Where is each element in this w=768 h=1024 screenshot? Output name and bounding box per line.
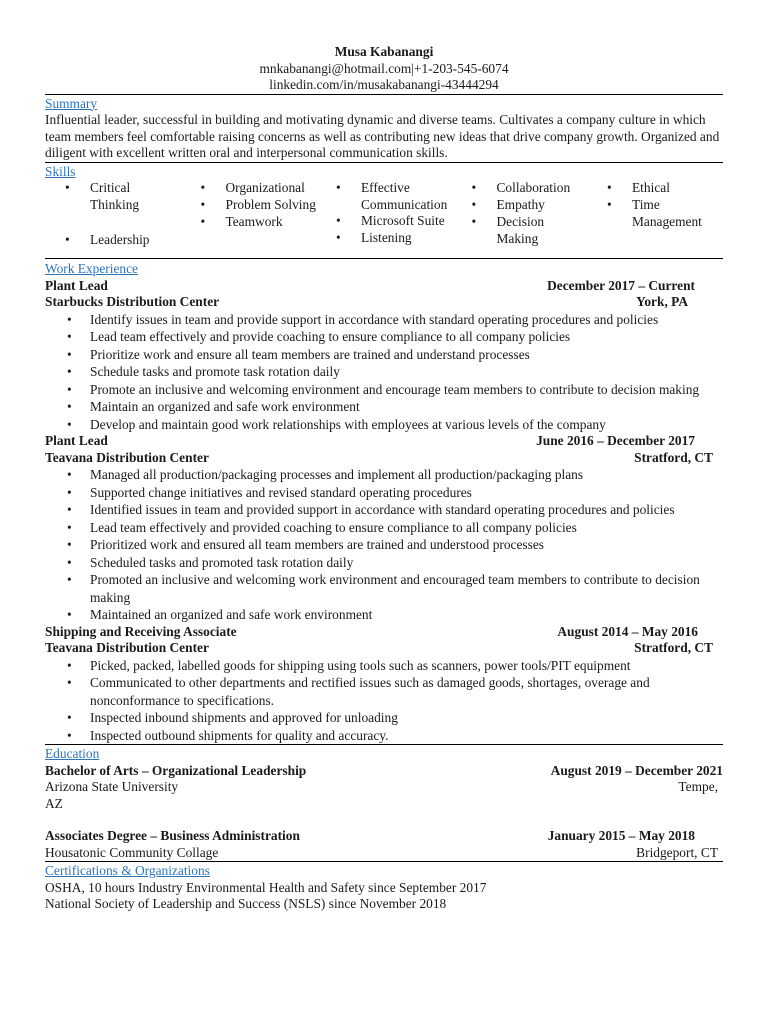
skill-item: • Decision Making [452,214,588,247]
list-item: • Managed all production/packaging processes and implement all production/packaging plans [45,466,723,484]
job-company: Teavana Distribution Center [45,640,209,655]
job-bullets [45,466,723,624]
resume-page [45,44,723,913]
education-section [45,746,723,861]
skills-column [316,180,452,249]
certifications-section [45,863,723,913]
experience-heading: Work Experience [45,261,138,276]
education-entry [45,763,723,813]
job-company: Starbucks Distribution Center [45,294,220,309]
divider [45,162,723,163]
education-location-continued: AZ [45,795,63,811]
job-dates: August 2014 – May 2016 [557,623,698,639]
divider [45,744,723,745]
job-role: Plant Lead [45,277,108,293]
list-item: • Promote an inclusive and welcoming environment and encourage team members to contribute to decision making [45,381,723,399]
skill-item: • Collaboration [452,180,588,197]
education-entry [45,828,723,861]
list-item: • Lead team effectively and provided coaching to ensure compliance to all company policies [45,519,723,537]
skills-section [45,164,723,259]
skills-column [587,180,723,249]
education-degree: Associates Degree – Business Administration [45,828,300,843]
list-item: • Prioritized work and ensured all team members are trained and understood processes [45,536,723,554]
job-bullets [45,311,723,434]
list-item: • Identified issues in team and provided support in accordance with standard operating procedures and policies [45,501,723,519]
certification-item: National Society of Leadership and Success (NSLS) since November 2018 [45,896,447,911]
job-location: Stratford, CT [634,640,713,655]
list-item: • Inspected inbound shipments and approved for unloading [45,709,723,727]
linkedin-line: linkedin.com/in/musakabanangi-43444294 [269,77,499,92]
list-item: • Promoted an inclusive and welcoming work environment and encouraged team members to contribute to decision making [45,571,723,606]
summary-text: Influential leader, successful in building and motivating dynamic and diverse teams. Cultivates a company culture in which team members feel comfortable raising concerns as well as contributing new ideas that drive company growth. Organized and diligent with excellent written oral and interpersonal communication skills. [45,112,720,160]
skill-item: • Time Management [587,197,723,230]
skill-item: • Problem Solving [181,197,317,214]
education-location: Bridgeport, CT [636,844,718,860]
job-entry [45,278,723,434]
contact-line: mnkabanangi@hotmail.com|+1-203-545-6074 [259,60,509,76]
job-dates: June 2016 – December 2017 [536,433,695,448]
skill-item: • Critical Thinking [45,180,181,232]
resume-header [45,44,723,94]
education-school-row [45,779,723,796]
job-role-row [45,624,723,641]
list-item: • Inspected outbound shipments for quality and accuracy. [45,727,723,745]
skills-column [45,180,181,249]
job-role-row [45,278,723,295]
list-item: • Scheduled tasks and promoted task rotation daily [45,554,723,572]
skill-item: • Ethical [587,180,723,197]
job-company-row [45,294,723,311]
list-item: • Picked, packed, labelled goods for shipping using tools such as scanners, power tools/PIT equipment [45,657,723,675]
job-company-row [45,450,723,467]
divider [45,258,723,259]
candidate-name: Musa Kabanangi [334,44,434,59]
certification-item: OSHA, 10 hours Industry Environmental Health and Safety since September 2017 [45,879,487,895]
list-item: • Develop and maintain good work relationships with employees at various levels of the company [45,416,723,434]
job-company: Teavana Distribution Center [45,449,209,465]
education-school: Arizona State University [45,779,179,794]
education-location: Tempe, [678,779,718,794]
skill-item: • Teamwork [181,214,317,231]
list-item: • Maintained an organized and safe work environment [45,606,723,624]
job-role-row [45,433,723,450]
job-dates: December 2017 – Current [547,277,695,293]
education-degree: Bachelor of Arts – Organizational Leadership [45,762,307,778]
education-dates: August 2019 – December 2021 [550,762,723,778]
skill-item: • Listening [316,230,452,247]
skills-heading: Skills [45,163,76,179]
education-dates: January 2015 – May 2018 [547,828,695,843]
certifications-heading: Certifications & Organizations [45,863,210,878]
job-entry [45,433,723,624]
education-heading: Education [45,746,100,761]
list-item: • Schedule tasks and promote task rotation daily [45,363,723,381]
list-item: • Lead team effectively and provide coaching to ensure compliance to all company policies [45,328,723,346]
list-item: • Prioritize work and ensure all team members are trained and understand processes [45,346,723,364]
list-item: • Maintain an organized and safe work environment [45,398,723,416]
experience-section [45,261,723,744]
list-item: • Identify issues in team and provide support in accordance with standard operating procedures and policies [45,311,723,329]
job-bullets [45,657,723,745]
job-entry [45,624,723,745]
summary-heading: Summary [45,95,98,111]
skill-item: • Empathy [452,197,588,214]
list-item: • Communicated to other departments and rectified issues such as damaged goods, shortages, overage and nonconformance to specifications. [45,674,723,709]
skill-item: • Organizational [181,180,317,197]
skills-column [181,180,317,249]
education-school: Housatonic Community Collage [45,844,219,860]
skill-item: • Effective Communication [316,180,452,213]
education-degree-row [45,763,723,780]
job-location: York, PA [636,294,688,309]
divider [45,94,723,95]
job-role: Shipping and Receiving Associate [45,623,237,639]
divider [45,861,723,862]
job-location: Stratford, CT [634,449,713,465]
skill-item: • Microsoft Suite [316,213,452,230]
skill-item: • Leadership [45,232,181,249]
job-company-row [45,640,723,657]
education-degree-row [45,828,723,845]
summary-section [45,96,723,162]
list-item: • Supported change initiatives and revised standard operating procedures [45,484,723,502]
skills-column [452,180,588,249]
education-school-row [45,845,723,862]
job-role: Plant Lead [45,433,108,448]
skills-grid [45,180,723,249]
